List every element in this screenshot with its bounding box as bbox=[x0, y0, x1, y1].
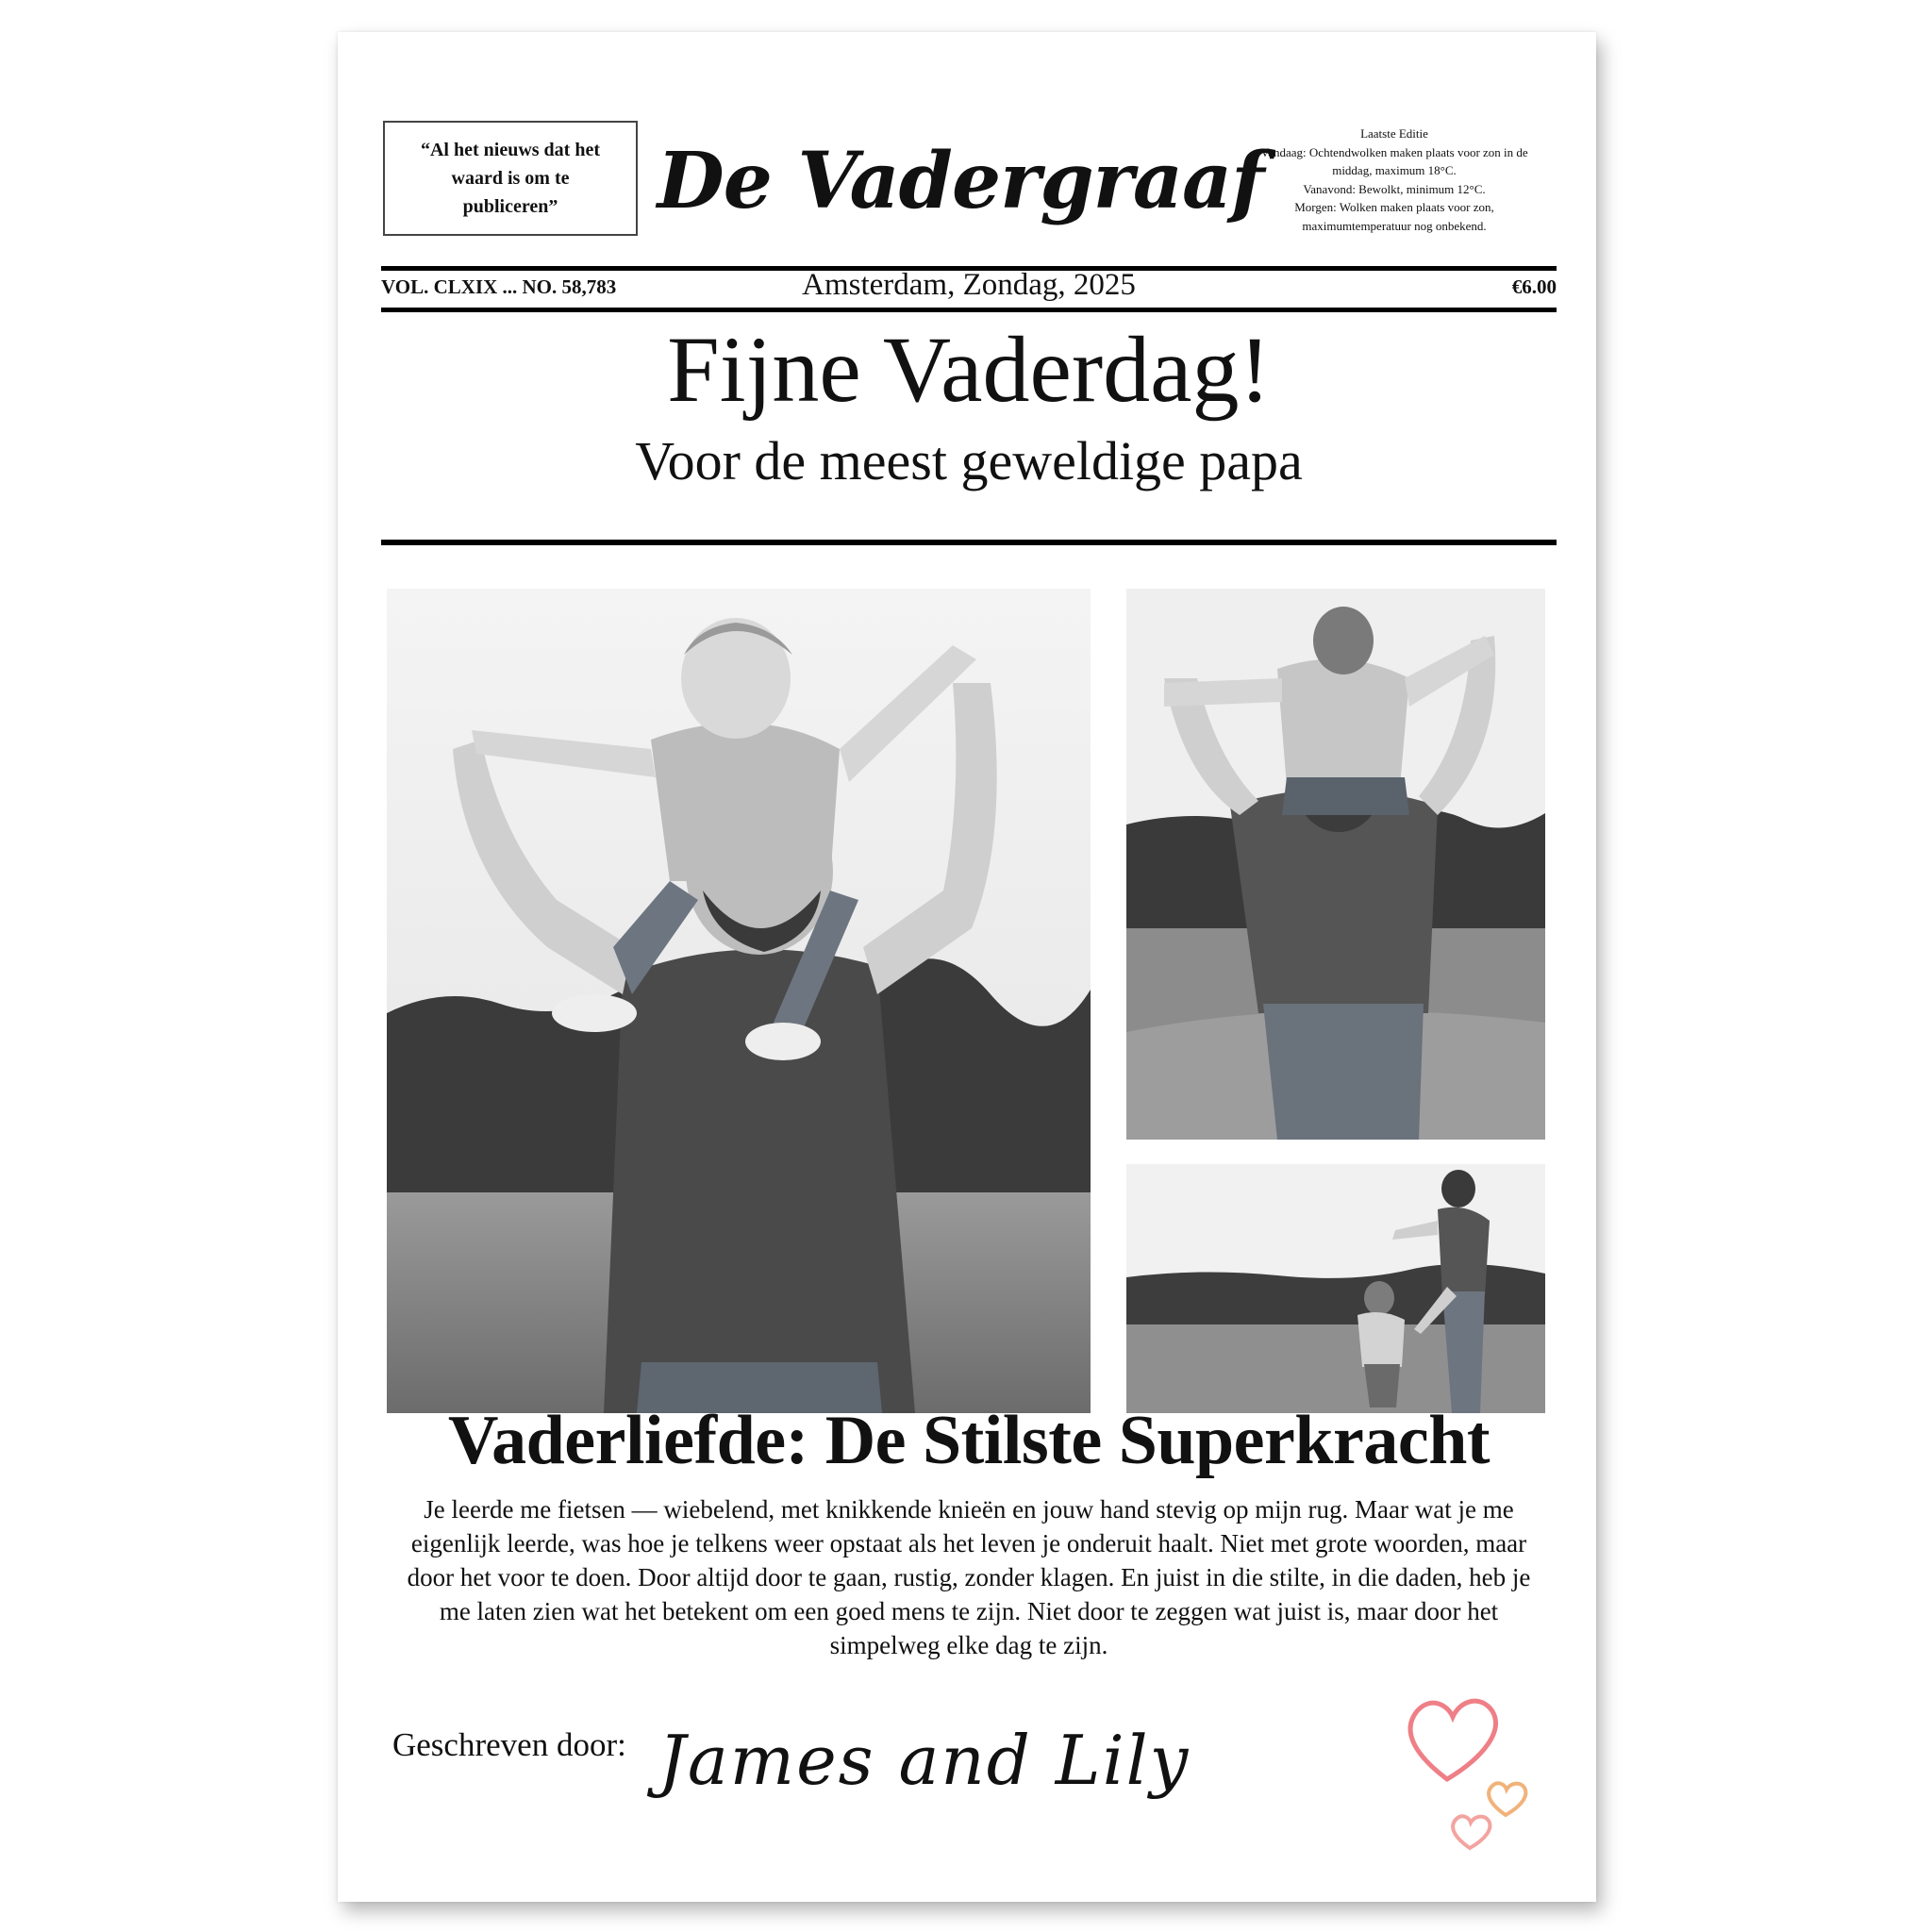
heart-small-pink-icon bbox=[1453, 1816, 1490, 1848]
hearts-decoration bbox=[1394, 1674, 1536, 1853]
photo-main bbox=[387, 589, 1091, 1413]
price: €6.00 bbox=[1511, 275, 1557, 298]
article-body: Je leerde me fietsen — wiebelend, met knikkende knieën en jouw hand stevig op mijn rug. Maar wat je me eigenlijk leerde, was hoe je telkens weer opstaat als het leven je onderuit haalt. Niet met grote woorden, maar door het voor te doen. Door altijd door te gaan, rustig, zonder klagen. En juist in die stilte, in die daden, heb je me laten zien wat het betekent om een goed mens te zijn. Niet door te zeggen wat juist is, maar door het simpelweg elke dag te zijn. bbox=[407, 1495, 1531, 1659]
signature bbox=[658, 1692, 1224, 1824]
volume-number: VOL. CLXIX ... NO. 58,783 bbox=[381, 275, 617, 298]
masthead-motto: “Al het nieuws dat het waard is om te publiceren” bbox=[420, 140, 600, 217]
info-bar-bottom-rule bbox=[381, 308, 1557, 312]
info-bar bbox=[381, 266, 1557, 304]
weather-today: Vandaag: Ochtendwolken maken plaats voor zon in de middag, maximum 18°C. bbox=[1260, 144, 1528, 177]
masthead-motto-box bbox=[383, 121, 638, 236]
article-title: Vaderliefde: De Stilste Superkracht bbox=[447, 1402, 1491, 1479]
byline-label: Geschreven door: bbox=[392, 1726, 626, 1763]
signature-text: James and Lily bbox=[658, 1721, 1191, 1800]
masthead-title: De Vadergraaf bbox=[657, 136, 1264, 226]
weather-box bbox=[1243, 125, 1545, 235]
newspaper-poster bbox=[338, 32, 1596, 1902]
photo-top-right bbox=[1126, 589, 1545, 1140]
heart-small-orange-icon bbox=[1489, 1783, 1525, 1815]
dateline: Amsterdam, Zondag, 2025 bbox=[802, 268, 1136, 302]
weather-tonight: Vanavond: Bewolkt, minimum 12°C. bbox=[1303, 181, 1486, 196]
subheadline: Voor de meest geweldige papa bbox=[635, 430, 1303, 491]
heart-large-icon bbox=[1410, 1701, 1495, 1779]
headline-rule bbox=[381, 540, 1557, 545]
photo-bottom-right bbox=[1126, 1164, 1545, 1413]
weather-heading: Laatste Editie bbox=[1360, 126, 1428, 141]
headline: Fijne Vaderdag! bbox=[667, 317, 1271, 422]
weather-tomorrow: Morgen: Wolken maken plaats voor zon, maximumtemperatuur nog onbekend. bbox=[1294, 200, 1494, 233]
